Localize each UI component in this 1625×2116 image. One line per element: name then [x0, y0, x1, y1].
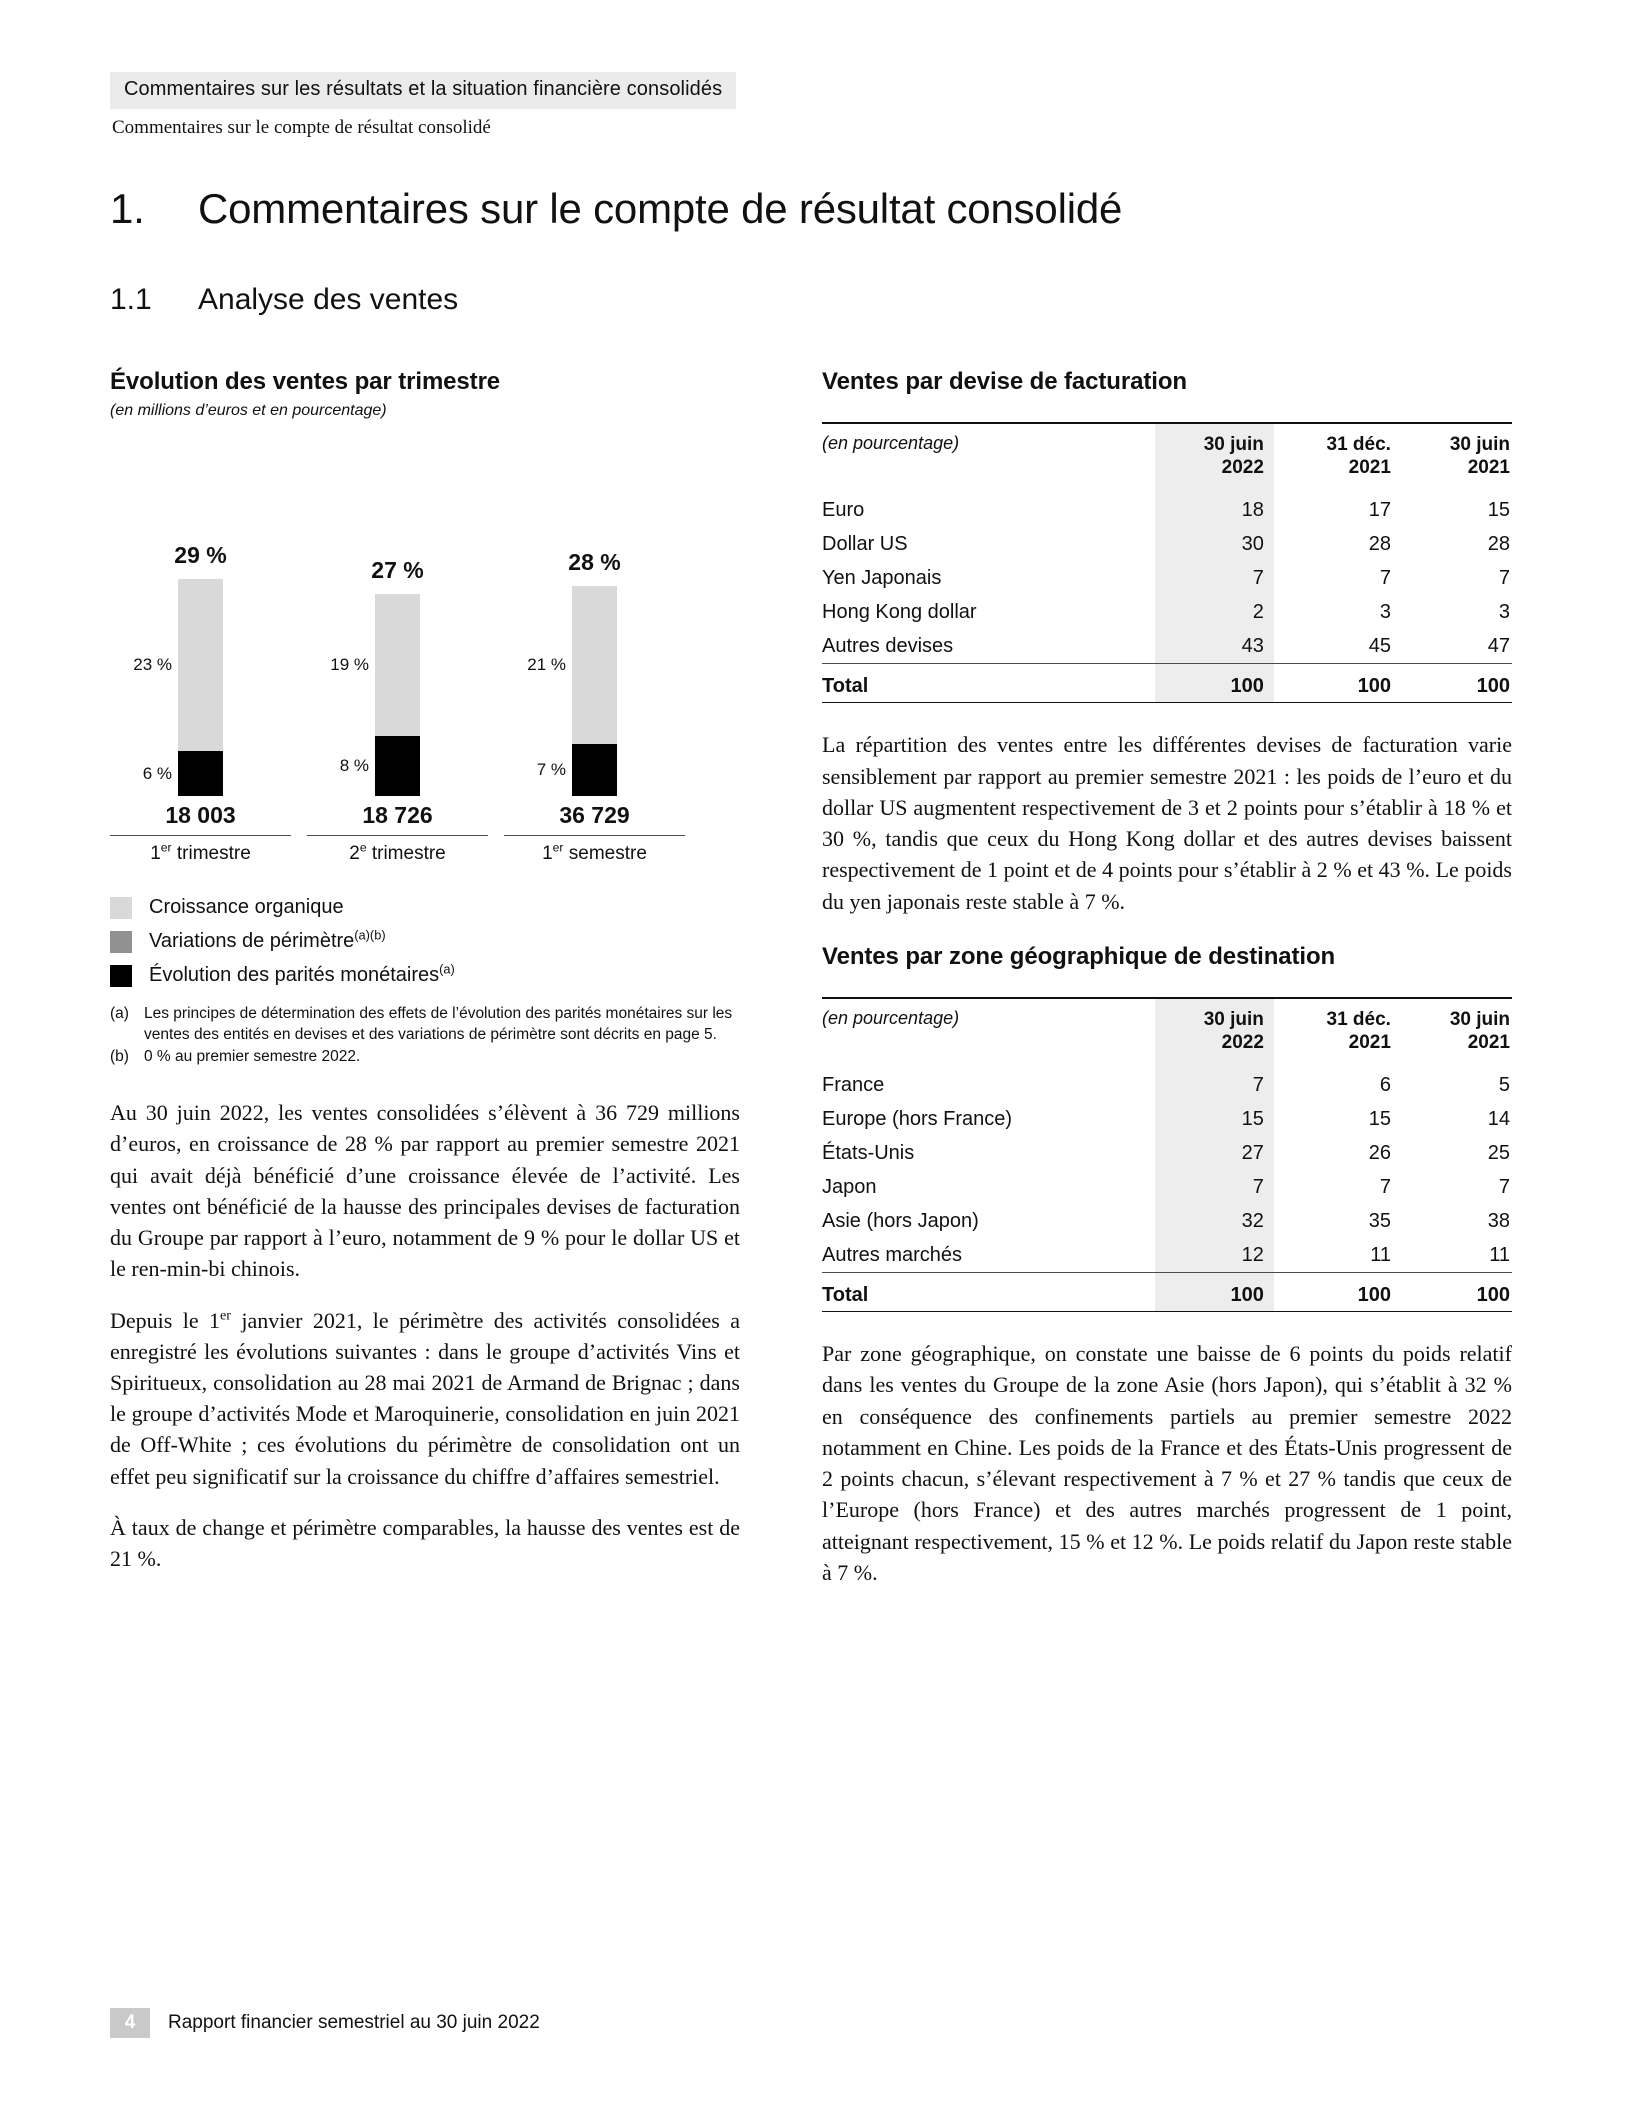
table-cell: 30	[1155, 527, 1274, 561]
section-heading-1-title: Commentaires sur le compte de résultat consolidé	[198, 185, 1123, 232]
table-column-header: 30 juin 2022	[1155, 424, 1274, 493]
table-cell: 26	[1368, 1141, 1391, 1164]
bar-segment-organic	[375, 594, 420, 737]
table-row	[822, 595, 1512, 629]
table-row	[822, 1238, 1512, 1273]
bar-label-organic: 21 %	[527, 654, 566, 674]
table-cell: 15	[1487, 498, 1510, 521]
table-total-row	[822, 1273, 1512, 1312]
currency-paragraph: La répartition des ventes entre les différentes devises de facturation varie sensiblement par rapport au premier semestre 2021 : les poids de l’euro et du dollar US augmentent respectivement de 3 et 2 points pour s’établir à 18 % et 30 %, tandis que ceux du Hong Kong dollar et des autres devises baissent respectivement de 1 point et de 4 points pour s’établir à 2 % et 43 %. Le poids du yen japonais reste stable à 7 %.	[822, 732, 1512, 914]
footnote-mark: (a)	[110, 1005, 129, 1022]
table-row	[822, 1136, 1512, 1170]
table-row-label: Japon	[822, 1175, 877, 1198]
legend-swatch-icon	[110, 931, 132, 953]
table-cell: 5	[1498, 1073, 1510, 1096]
body-paragraph: Depuis le 1er janvier 2021, le périmètre des activités consolidées a enregistré les évolutions suivantes : dans le groupe d’activités Vins et Spiritueux, consolidation au 28 mai 2021 de Armand de Brignac ; dans le groupe d’activités Mode et Maroquinerie, consolidation en juin 2021 de Off-White ; ces évolutions du périmètre de consolidation ont un effet peu significatif sur la croissance du chiffre d’affaires semestriel.	[110, 1307, 741, 1489]
chart-category-label: 1er semestre	[542, 840, 647, 864]
table-header-row	[822, 424, 1512, 493]
footnote-text: Les principes de détermination des effets de l’évolution des parités monétaires sur les ventes des entités en devises et des variations de périmètre sont décrits en page 5.	[144, 1005, 733, 1044]
chart-category-label: 1er trimestre	[150, 840, 251, 864]
section-heading-1	[110, 185, 1122, 233]
table-row	[822, 493, 1512, 527]
table-total-cell: 100	[1393, 664, 1512, 703]
chart-total-cell	[307, 802, 488, 865]
body-paragraph: À taux de change et périmètre comparables, la hausse des ventes est de 21 %.	[110, 1514, 740, 1572]
table-row	[822, 1068, 1512, 1102]
running-head-subtitle: Commentaires sur le compte de résultat consolidé	[112, 117, 491, 138]
table-row	[822, 1204, 1512, 1238]
table-total-row	[822, 664, 1512, 703]
page-footer	[110, 2008, 540, 2038]
table-cell: 7	[1155, 561, 1274, 595]
table-cell: 2	[1155, 595, 1274, 629]
bar-group	[504, 456, 694, 796]
table-total-cell: 100	[1393, 1273, 1512, 1312]
footnote	[110, 1046, 750, 1067]
right-column	[822, 368, 1512, 1608]
table-cell: 15	[1155, 1102, 1274, 1136]
sales-by-geography-table	[822, 997, 1512, 1312]
table-cell: 28	[1368, 532, 1391, 555]
footnote-mark: (b)	[110, 1047, 129, 1065]
chart-totals-row	[110, 802, 730, 874]
footnote	[110, 1003, 750, 1046]
table-cell: 28	[1487, 532, 1510, 555]
table-row-label: Asie (hors Japon)	[822, 1209, 979, 1232]
table-body	[822, 1068, 1512, 1312]
legend-swatch-icon	[110, 965, 132, 987]
table-cell: 17	[1368, 498, 1391, 521]
table-row-label: Europe (hors France)	[822, 1107, 1013, 1130]
table-total-label: Total	[822, 1273, 1155, 1312]
section-heading-1-1-title: Analyse des ventes	[198, 283, 459, 316]
table-row-label: Dollar US	[822, 532, 908, 555]
chart-total-cell	[504, 802, 685, 865]
currency-commentary	[822, 729, 1512, 916]
chart-title: Évolution des ventes par trimestre	[110, 368, 501, 395]
table-row-label: Autres marchés	[822, 1243, 963, 1266]
table-cell: 7	[1498, 566, 1510, 589]
legend-item-label: Variations de périmètre$^{(a)(b)}$	[149, 927, 386, 952]
chart-total-cell	[110, 802, 291, 865]
table-cell: 32	[1155, 1204, 1274, 1238]
table-row-label: États-Unis	[822, 1141, 915, 1164]
table-column-header: 30 juin 2022	[1155, 999, 1274, 1068]
footnote-text: 0 % au premier semestre 2022.	[144, 1047, 361, 1065]
bar-group	[307, 456, 497, 796]
chart-unit-label: (en millions d’euros et en pourcentage)	[110, 402, 387, 419]
table-row	[822, 561, 1512, 595]
bar-segment-organic	[572, 586, 617, 744]
table-column-header: 31 déc. 2021	[1326, 1008, 1391, 1053]
table-cell: 38	[1487, 1209, 1510, 1232]
currency-table-title: Ventes par devise de facturation	[822, 368, 1187, 395]
table-unit-label: (en pourcentage)	[822, 1007, 960, 1028]
table-cell: 35	[1368, 1209, 1391, 1232]
left-body-text	[110, 1097, 740, 1574]
table-cell: 7	[1155, 1170, 1274, 1204]
geography-table-title: Ventes par zone géographique de destination	[822, 942, 1336, 970]
table-total-cell: 100	[1155, 1273, 1274, 1312]
table-cell: 25	[1487, 1141, 1510, 1164]
bar-label-fx: 7 %	[536, 759, 566, 779]
stacked-bar	[572, 586, 617, 796]
table-cell: 47	[1487, 634, 1510, 657]
table-total-label: Total	[822, 664, 1155, 703]
table-row	[822, 527, 1512, 561]
table-cell: 6	[1379, 1073, 1391, 1096]
table-cell: 11	[1489, 1243, 1510, 1266]
chart-total-value: 18 003	[165, 802, 236, 828]
legend-item	[110, 896, 770, 919]
table-cell: 14	[1487, 1107, 1510, 1130]
table-cell: 27	[1155, 1136, 1274, 1170]
section-heading-1-number: 1.	[110, 185, 145, 232]
bar-label-organic: 23 %	[133, 654, 172, 674]
table-cell: 43	[1155, 629, 1274, 664]
chart-footnotes	[110, 1003, 750, 1067]
table-row-label: Hong Kong dollar	[822, 600, 977, 623]
footer-text: Rapport financier semestriel au 30 juin 2022	[168, 2012, 540, 2033]
table-cell: 45	[1368, 634, 1391, 657]
table-row-label: Euro	[822, 498, 865, 521]
table-bottom-rule	[822, 1312, 1512, 1313]
table-cell: 15	[1368, 1107, 1391, 1130]
table-row-label: Yen Japonais	[822, 566, 942, 589]
table-cell: 12	[1155, 1238, 1274, 1273]
table-cell: 11	[1370, 1243, 1391, 1266]
table-cell: 7	[1155, 1068, 1274, 1102]
table-column-header: 30 juin 2021	[1449, 1008, 1510, 1053]
geography-commentary	[822, 1338, 1512, 1588]
table-cell: 7	[1379, 566, 1391, 589]
bar-segment-organic	[178, 579, 223, 752]
table-row	[822, 1102, 1512, 1136]
left-column	[110, 368, 770, 1594]
table-total-cell: 100	[1155, 664, 1274, 703]
table-body	[822, 493, 1512, 703]
geography-paragraph: Par zone géographique, on constate une baisse de 6 points du poids relatif dans les ventes du Groupe de la zone Asie (hors Japon), qui s’établit à 32 % en conséquence des confinements partiels au premier semestre 2022 notamment en Chine. Les poids de la France et des États-Unis progressent de 2 points chacun, s’élevant respectivement à 7 % et 27 % tandis que ceux de l’Europe (hors France) et des autres marchés progressent de 1 point, atteignant respectivement, 15 % et 12 %. Le poids relatif du Japon reste stable à 7 %.	[822, 1341, 1512, 1585]
chart-total-value: 36 729	[559, 802, 630, 828]
legend-item	[110, 927, 770, 953]
bar-segment-fx	[572, 744, 617, 797]
table-header-row	[822, 999, 1512, 1068]
chart-category-label: 2e trimestre	[349, 840, 446, 864]
quarterly-sales-chart	[110, 456, 730, 796]
legend-item	[110, 961, 770, 987]
table-row-label: Autres devises	[822, 634, 954, 657]
sales-by-currency-table	[822, 422, 1512, 703]
chart-total-value: 18 726	[362, 802, 433, 828]
table-total-cell: 100	[1274, 1273, 1393, 1312]
chart-legend	[110, 896, 770, 987]
table-column-header: 30 juin 2021	[1449, 434, 1510, 479]
bar-label-fx: 8 %	[339, 756, 369, 775]
body-paragraph: Au 30 juin 2022, les ventes consolidées s’élèvent à 36 729 millions d’euros, en croissance de 28 % par rapport au premier semestre 2021 qui avait déjà bénéficié d’une croissance élevée de l’activité. Les ventes ont bénéficié de la hausse des principales devises de facturation du Groupe par rapport à l’euro, notamment de 9 % pour le dollar US et le ren-min-bi chinois.	[110, 1100, 740, 1282]
table-cell: 7	[1379, 1175, 1391, 1198]
table-row-label: France	[822, 1073, 885, 1096]
legend-item-label: Évolution des parités monétaires$^{(a)}$	[149, 961, 455, 986]
legend-item-label: Croissance organique	[149, 896, 344, 918]
stacked-bar	[178, 579, 223, 797]
table-unit-label: (en pourcentage)	[822, 433, 960, 453]
legend-swatch-icon	[110, 897, 132, 919]
bar-total-growth-label: 28 %	[568, 549, 621, 575]
section-heading-1-1	[110, 283, 458, 317]
bar-group	[110, 456, 300, 796]
bar-segment-fx	[178, 751, 223, 796]
bar-total-growth-label: 27 %	[371, 556, 424, 583]
table-cell: 7	[1498, 1175, 1510, 1198]
page-number: 4	[110, 2008, 150, 2038]
stacked-bar	[375, 594, 420, 797]
table-total-cell: 100	[1274, 664, 1393, 703]
table-column-header: 31 déc. 2021	[1326, 434, 1391, 479]
bar-label-fx: 6 %	[142, 763, 172, 783]
table-row	[822, 1170, 1512, 1204]
running-head-band: Commentaires sur les résultats et la situation financière consolidés	[110, 72, 736, 109]
section-heading-1-1-number: 1.1	[110, 283, 152, 316]
table-bottom-rule	[822, 703, 1512, 704]
table-cell: 3	[1498, 600, 1510, 623]
table-cell: 18	[1155, 493, 1274, 527]
table-row	[822, 629, 1512, 664]
bar-segment-fx	[375, 736, 420, 796]
table-cell: 3	[1379, 600, 1391, 623]
bar-total-growth-label: 29 %	[174, 541, 227, 568]
bar-label-organic: 19 %	[330, 654, 369, 674]
